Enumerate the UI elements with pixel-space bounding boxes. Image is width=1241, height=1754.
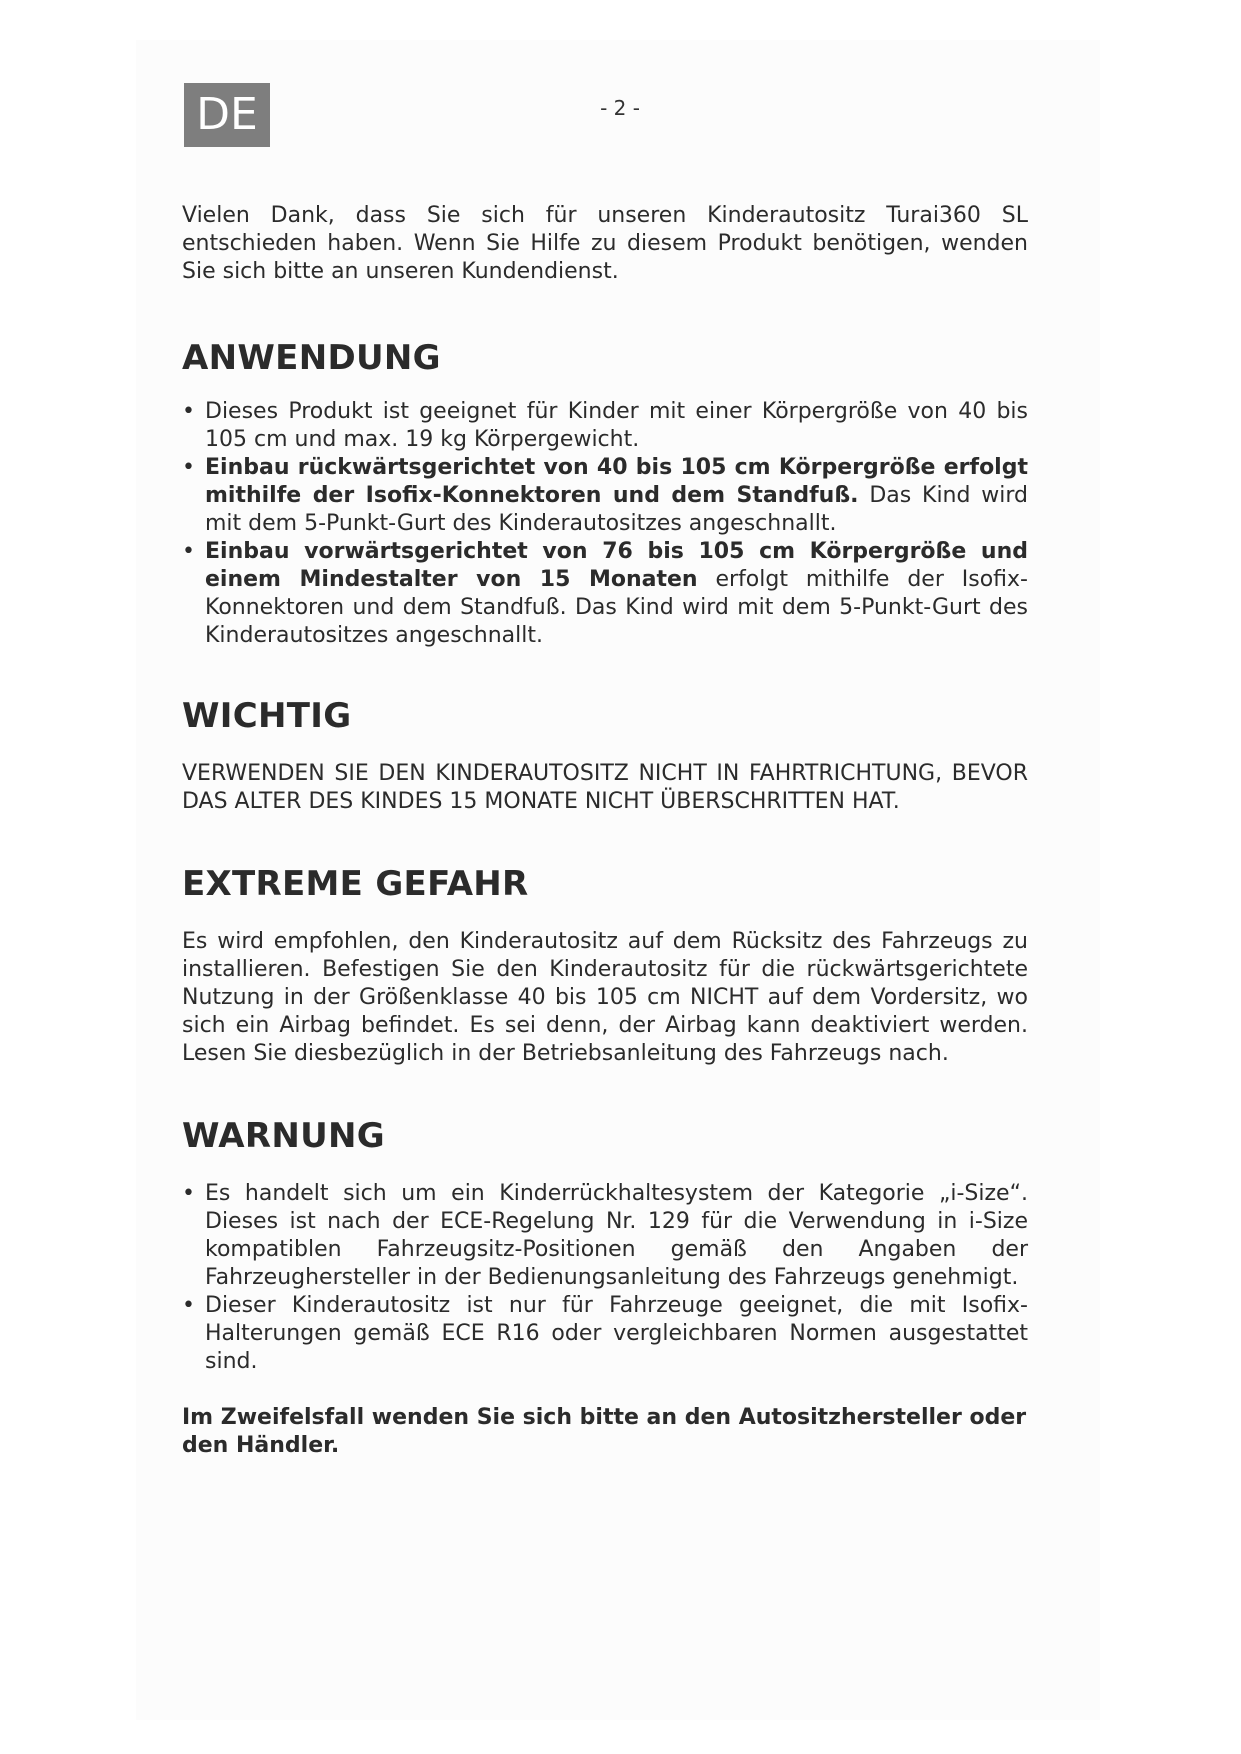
list-item bbox=[182, 1180, 1028, 1292]
list-item-bold-text: Einbau vorwärtsgerichtet von 76 bis 105 cm Körpergröße und einem Mindestalter von 15 Monaten bbox=[205, 539, 1028, 592]
anwendung-list bbox=[182, 398, 1028, 650]
final-note: Im Zweifelsfall wenden Sie sich bitte an den Autositzhersteller oder den Händler. bbox=[182, 1405, 1027, 1458]
list-item-bold-text: Einbau rückwärtsgerichtet von 40 bis 105 cm Körpergröße erfolgt mithilfe der Isofix-Konnektoren und dem Standfuß. bbox=[205, 455, 1028, 508]
list-item-text: Es handelt sich um ein Kinderrückhaltesystem der Kategorie „i-Size“. Dieses ist nach der ECE-Regelung Nr. 129 für die Verwendung in i-Size kompatiblen Fahrzeugsitz-Positionen gemäß den Angaben der Fahrzeughersteller in der Bedienungsanleitung des Fahrzeugs genehmigt. bbox=[205, 1181, 1028, 1290]
list-item-text: Dieses Produkt ist geeignet für Kinder mit einer Körpergröße von 40 bis 105 cm und max. 19 kg Körpergewicht. bbox=[205, 399, 1028, 452]
list-item-text: Dieser Kinderautositz ist nur für Fahrzeuge geeignet, die mit Isofix-Halterungen gemäß ECE R16 oder vergleichbaren Normen ausgestattet sind. bbox=[205, 1293, 1028, 1374]
warnung-list bbox=[182, 1180, 1028, 1376]
heading-wichtig: WICHTIG bbox=[182, 696, 352, 736]
list-item bbox=[182, 538, 1028, 650]
heading-warnung: WARNUNG bbox=[182, 1116, 385, 1156]
page-number: - 2 - bbox=[600, 96, 640, 120]
gefahr-paragraph: Es wird empfohlen, den Kinderautositz auf dem Rücksitz des Fahrzeugs zu installieren. Befestigen Sie den Kinderautositz für die rückwärtsgerichtete Nutzung in der Größenklasse 40 bis 105 cm NICHT auf dem Vordersitz, wo sich ein Airbag befindet. Es sei denn, der Airbag kann deaktiviert werden. Lesen Sie diesbezüglich in der Betriebsanleitung des Fahrzeugs nach. bbox=[182, 929, 1028, 1066]
list-item bbox=[182, 1292, 1028, 1376]
intro-paragraph: Vielen Dank, dass Sie sich für unseren Kinderautositz Turai360 SL entschieden haben. Wenn Sie Hilfe zu diesem Produkt benötigen, wenden Sie sich bitte an unseren Kundendienst. bbox=[182, 203, 1028, 284]
list-item bbox=[182, 398, 1028, 454]
list-item bbox=[182, 454, 1028, 538]
heading-extreme-gefahr: EXTREME GEFAHR bbox=[182, 864, 529, 904]
heading-anwendung: ANWENDUNG bbox=[182, 338, 441, 378]
list-item-text: Das Kind wird mit dem 5-Punkt-Gurt des Kinderautositzes angeschnallt. bbox=[205, 483, 1029, 536]
document-body bbox=[182, 202, 1028, 1460]
language-badge: DE bbox=[184, 83, 270, 147]
list-item-text: erfolgt mithilfe der Isofix-Konnektoren und dem Standfuß. Das Kind wird mit dem 5-Punkt-Gurt des Kinderautositzes angeschnallt. bbox=[205, 567, 1028, 648]
wichtig-paragraph: VERWENDEN SIE DEN KINDERAUTOSITZ NICHT IN FAHRTRICHTUNG, BEVOR DAS ALTER DES KINDES 15 MONATE NICHT ÜBERSCHRITTEN HAT. bbox=[182, 761, 1028, 814]
